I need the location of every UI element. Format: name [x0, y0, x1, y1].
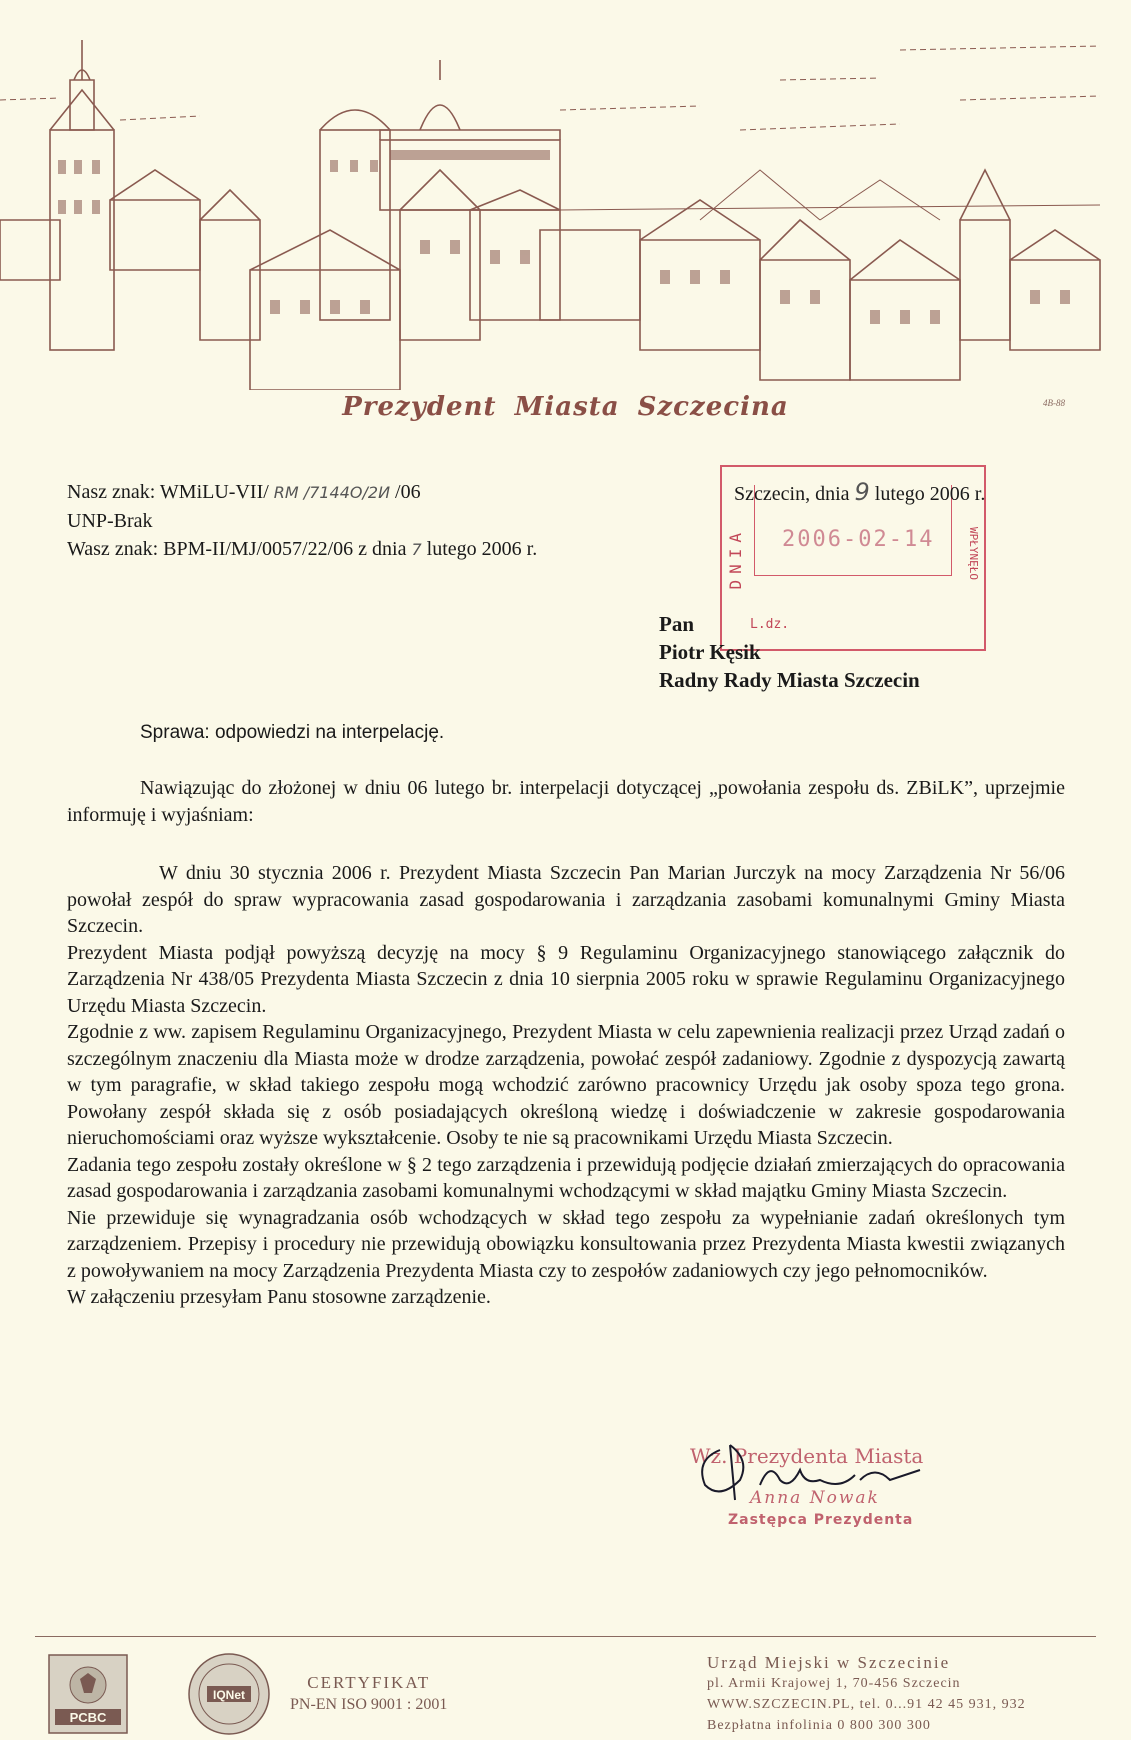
- unp-reference: UNP-Brak: [67, 510, 153, 532]
- letter-body: [67, 775, 1065, 1311]
- body-paragraph-5: Nie przewiduje się wynagradzania osób wchodzących w skład tego zespołu za wypełnianie zadań określonych tym zarządzeniem. Przepisy i procedury nie przewidują obowiązku konsultowania przez Prezydenta Miasta kwestii związanych z powoływaniem na mocy Zarządzenia Prezydenta Miasta czy to zespołów zadaniowych czy jego pełnomocników.: [67, 1206, 1065, 1282]
- office-name: Urząd Miejski w Szczecinie: [707, 1653, 951, 1672]
- body-paragraph-6: W załączeniu przesyłam Panu stosowne zarządzenie.: [67, 1286, 491, 1308]
- stamp-left-label: DNIA: [726, 527, 745, 590]
- certificate-title: CERTYFIKAT: [307, 1673, 431, 1692]
- artist-mark: 4B-88: [1043, 398, 1065, 408]
- certificate-standard: PN-EN ISO 9001 : 2001: [290, 1696, 448, 1713]
- your-ref-prefix: Wasz znak: BPM-II/MJ/0057/22/06 z dnia: [67, 538, 407, 560]
- handwritten-signature: [690, 1430, 950, 1510]
- iqnet-certificate-logo: [185, 1650, 273, 1738]
- date-handwritten: 9: [854, 478, 870, 506]
- letter-date: [734, 478, 985, 506]
- our-ref-prefix: Nasz znak: WMiLU-VII/: [67, 481, 269, 503]
- signature-role: Zastępca Prezydenta: [728, 1512, 914, 1528]
- office-hotline: Bezpłatna infolinia 0 800 300 300: [707, 1718, 931, 1733]
- footer-divider: [35, 1636, 1096, 1637]
- office-info: [707, 1652, 1026, 1736]
- date-suffix: lutego 2006 r.: [874, 483, 986, 505]
- your-ref-handwritten: 7: [411, 540, 422, 559]
- body-paragraph-2: Prezydent Miasta podjął powyższą decyzję na mocy § 9 Regulaminu Organizacyjnego stanowiącego załącznik do Zarządzenia Nr 438/05 Prezydenta Miasta Szczecin z dnia 10 sierpnia 2005 roku w sprawie Regulaminu Organizacyjnego Urzędu Miasta Szczecin.: [67, 941, 1065, 1017]
- body-paragraph-4: Zadania tego zespołu zostały określone w § 2 tego zarządzenia i przewidują podjęcie działań zmierzających do opracowania zasad gospodarowania i zarządzania zasobami komunalnymi wchodzącymi w skład majątku Gminy Miasta Szczecin.: [67, 1153, 1065, 1202]
- our-reference: [67, 478, 537, 507]
- logo2-label: IQNet: [212, 1688, 246, 1702]
- office-address: pl. Armii Krajowej 1, 70-456 Szczecin: [707, 1676, 961, 1691]
- addressee-salutation: Pan: [659, 612, 695, 636]
- our-ref-suffix: /06: [395, 481, 421, 503]
- body-paragraph-3: Zgodnie z ww. zapisem Regulaminu Organizacyjnego, Prezydent Miasta w celu zapewnienia realizacji przez Urząd zadań o szczególnym znaczeniu dla Miasta może w drodze zarządzenia, powołać zespół zadaniowy. Zgodnie z dyspozycją zawartą w tym paragrafie, w skład takiego zespołu mogą wchodzić zarówno pracownicy Urzędu jak osoby spoza tego grona. Powołany zespół składa się z osób posiadających określoną wiedzę i doświadczenie w zakresie gospodarowania nieruchomościami oraz wyższe wykształcenie. Osoby te nie są pracownikami Urzędu Miasta Szczecin.: [67, 1021, 1065, 1149]
- body-paragraph-1: W dniu 30 stycznia 2006 r. Prezydent Miasta Szczecin Pan Marian Jurczyk na mocy Zarządzenia Nr 56/06 powołał zespół do spraw wypracowania zasad gospodarowania i zarządzania zasobami komunalnymi Gminy Miasta Szczecin.: [67, 862, 1065, 937]
- addressee-name: Piotr Kęsik: [659, 640, 761, 664]
- signature-name: Anna Nowak: [750, 1488, 880, 1508]
- signature-line-1: Wz. Prezydenta Miasta: [690, 1444, 924, 1468]
- page-title: Prezydent Miasta Szczecina: [342, 392, 789, 422]
- date-prefix: Szczecin, dnia: [734, 483, 850, 505]
- city-skyline-illustration: [0, 20, 1131, 390]
- addressee-role: Radny Rady Miasta Szczecin: [659, 668, 920, 692]
- our-ref-handwritten: RM /7144O/2И: [273, 483, 391, 502]
- your-ref-suffix: lutego 2006 r.: [426, 538, 538, 560]
- addressee-block: [659, 610, 920, 694]
- certificate-info: [290, 1672, 447, 1716]
- stamp-date: 2006-02-14: [782, 527, 935, 552]
- logo1-label: PCBC: [69, 1710, 107, 1725]
- pcbc-certificate-logo: [47, 1653, 129, 1735]
- reference-block: [67, 478, 537, 564]
- body-intro: Nawiązując do złożonej w dniu 06 lutego br. interpelacji dotyczącej „powołania zespołu ds. ZBiLK”, uprzejmie informuję i wyjaśniam:: [67, 777, 1065, 826]
- stamp-ldz: L.dz.: [750, 617, 790, 632]
- stamp-right-label: WPŁYNĘŁO: [967, 527, 980, 580]
- letter-subject: Sprawa: odpowiedzi na interpelację.: [140, 722, 445, 743]
- your-reference: [67, 535, 537, 564]
- office-web[interactable]: WWW.SZCZECIN.PL, tel. 0...91 42 45 931, 932: [707, 1697, 1026, 1712]
- signature-block: [690, 1430, 990, 1540]
